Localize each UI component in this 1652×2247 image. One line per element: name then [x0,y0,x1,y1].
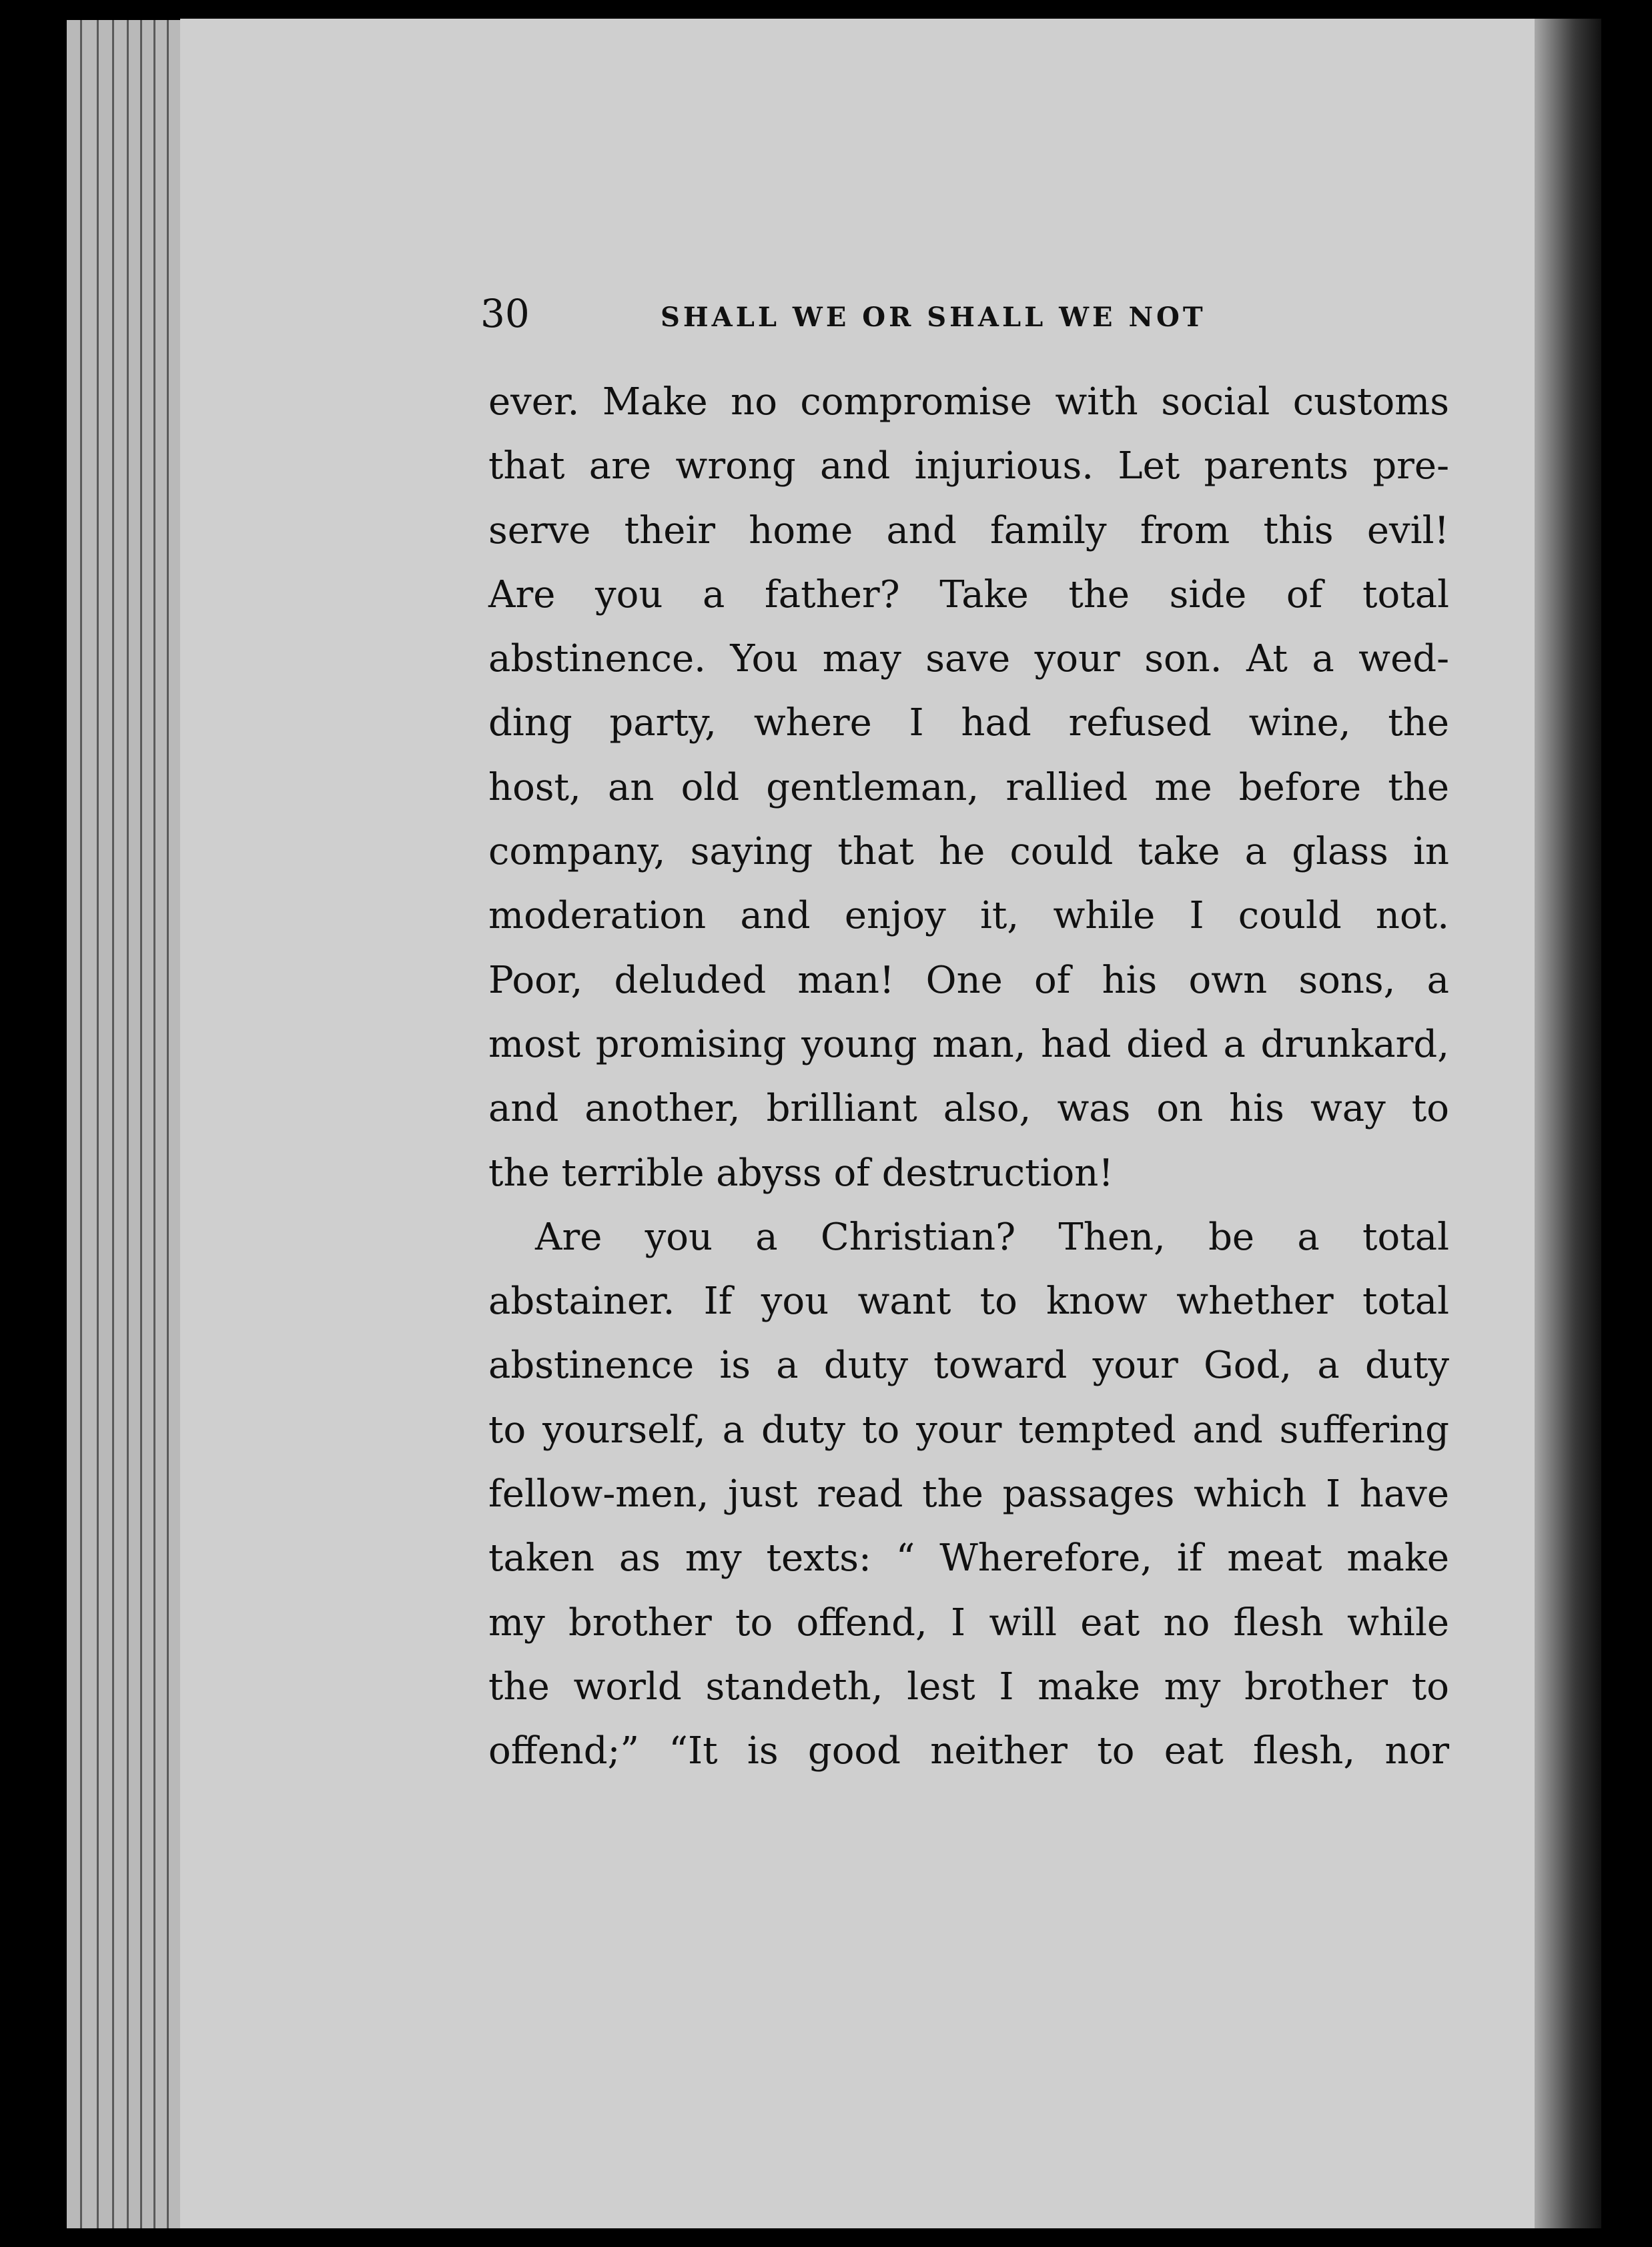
text-line: abstinence. You may save your son. At a wed- [488,637,1449,681]
text-line: Are you a Christian? Then, be a total [535,1215,1449,1259]
page-edge-line [153,20,155,2228]
page-edge-line [167,20,169,2228]
text-line: the world standeth, lest I make my brother to [488,1665,1449,1709]
text-line: abstainer. If you want to know whether total [488,1280,1449,1324]
page-number: 30 [480,291,530,336]
text-line: my brother to offend, I will eat no flesh while [488,1601,1449,1645]
text-line: to yourself, a duty to your tempted and suffering [488,1408,1449,1452]
text-line: offend;” “It is good neither to eat flesh, nor [488,1729,1449,1773]
text-line: host, an old gentleman, rallied me before the [488,765,1449,809]
text-line: Poor, deluded man! One of his own sons, a [488,958,1449,1002]
text-line: taken as my texts: “ Wherefore, if meat make [488,1536,1449,1581]
binding-shadow [1535,19,1601,2228]
page-header [480,287,1481,340]
text-line: ding party, where I had refused wine, the [488,701,1449,745]
text-line: fellow-men, just read the passages which I have [488,1472,1449,1516]
text-line: abstinence is a duty toward your God, a duty [488,1344,1449,1388]
text-line: serve their home and family from this evil! [488,508,1449,552]
text-line: most promising young man, had died a drunkard, [488,1022,1449,1066]
page-edge-line [97,20,99,2228]
text-line: that are wrong and injurious. Let parents pre- [488,444,1449,488]
text-line: ever. Make no compromise with social customs [488,380,1449,424]
running-head: SHALL WE OR SHALL WE NOT [661,302,1206,333]
page-edge-line [112,20,114,2228]
page-edge-line [140,20,142,2228]
text-line: and another, brilliant also, was on his way to [488,1087,1449,1131]
page-edge-line [127,20,129,2228]
text-line: company, saying that he could take a glass in [488,830,1449,874]
page-edge-line [80,20,82,2228]
body-text [488,370,1449,1784]
text-line: moderation and enjoy it, while I could not. [488,894,1449,938]
text-line: Are you a father? Take the side of total [488,572,1449,616]
text-line: the terrible abyss of destruction! [488,1151,1114,1195]
